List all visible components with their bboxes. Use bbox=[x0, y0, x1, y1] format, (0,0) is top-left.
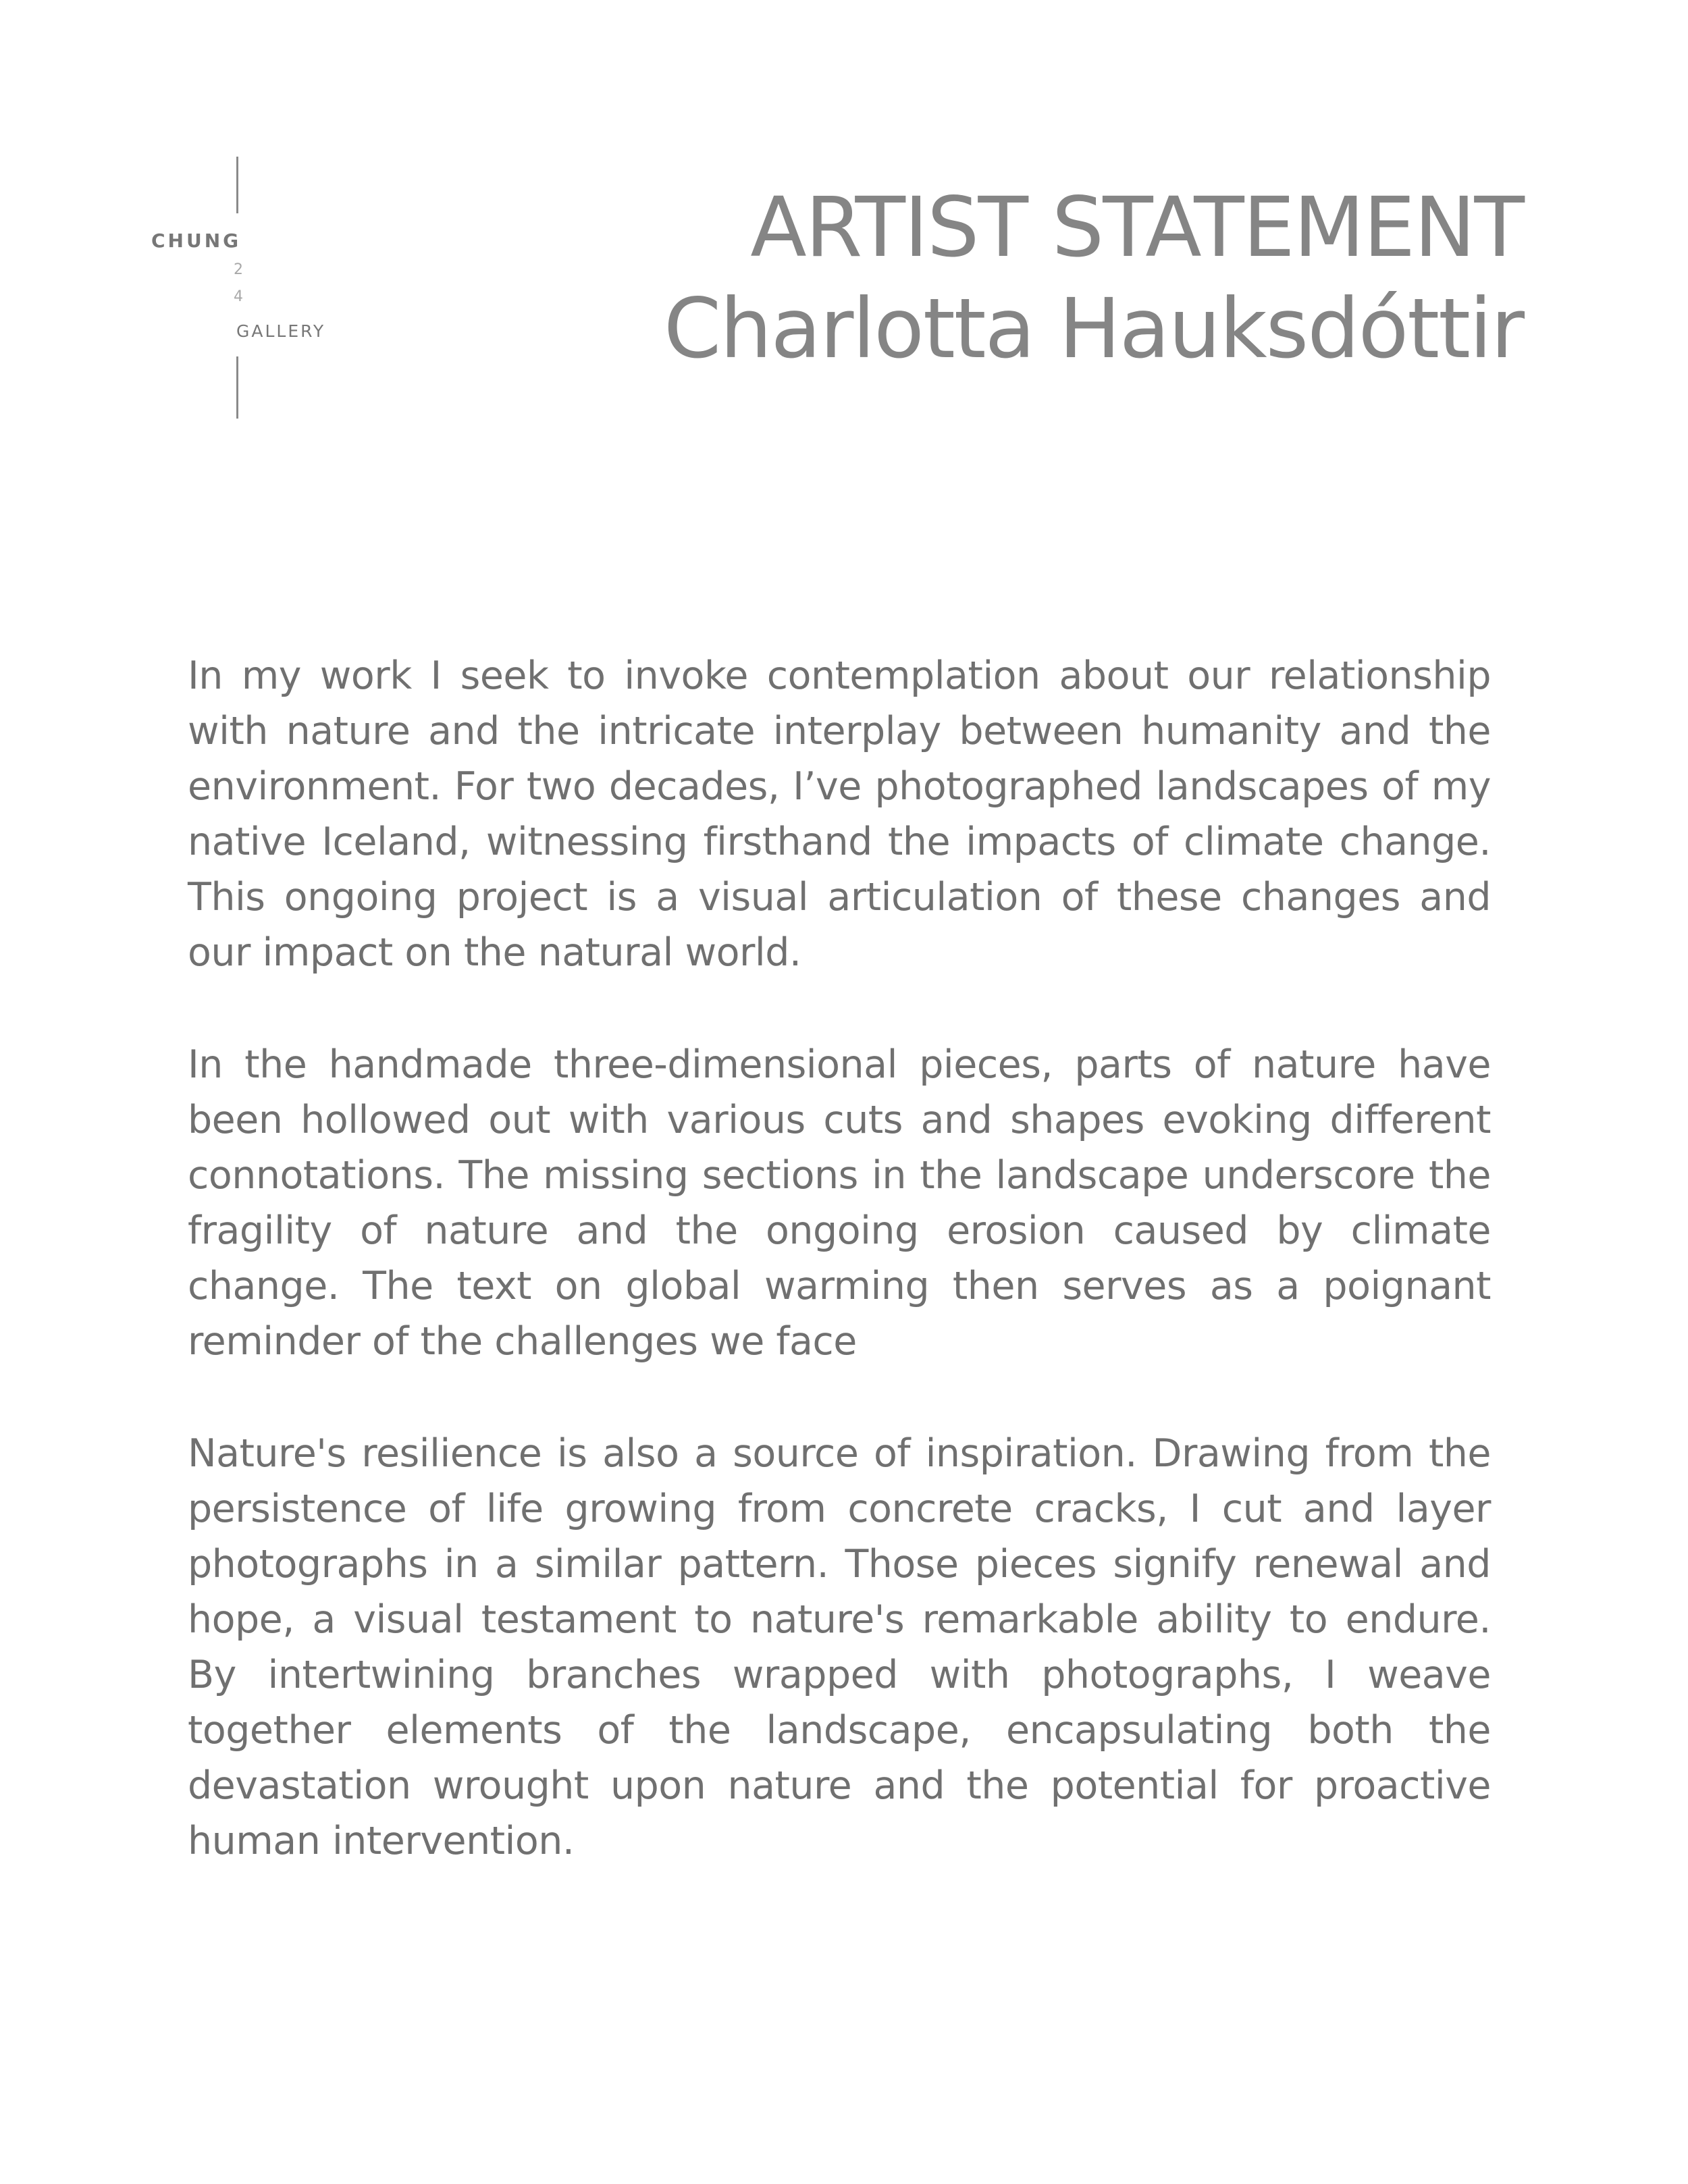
artist-name: Charlotta Hauksdóttir bbox=[663, 281, 1523, 377]
page-title: ARTIST STATEMENT bbox=[750, 180, 1523, 275]
logo-rule-bottom bbox=[236, 356, 238, 419]
statement-paragraph-3: Nature's resilience is also a source of inspiration. Drawing from the persistence of life growing from concrete cracks, I cut and layer photographs in a similar pattern. Those pieces signify renewal and hope, a visual testament to nature's remarkable ability to endure. By intertwining branches wrapped with photographs, I weave together elements of the landscape, encapsulating both the devastation wrought upon nature and the potential for proactive human intervention. bbox=[188, 1431, 1491, 1863]
logo-word-chung: CHUNG bbox=[151, 230, 242, 252]
logo-rule-top bbox=[236, 157, 238, 213]
statement-body bbox=[188, 648, 1491, 1925]
gallery-logo bbox=[149, 157, 338, 427]
logo-digit-4: 4 bbox=[234, 288, 243, 305]
logo-word-gallery: GALLERY bbox=[236, 321, 326, 341]
statement-paragraph-2: In the handmade three-dimensional pieces, parts of nature have been hollowed out with various cuts and shapes evoking different connotations. The missing sections in the landscape underscore the fragility of nature and the ongoing erosion caused by climate change. The text on global warming then serves as a poignant reminder of the challenges we face bbox=[188, 1042, 1491, 1364]
logo-digit-2: 2 bbox=[234, 261, 243, 278]
statement-paragraph-1: In my work I seek to invoke contemplation about our relationship with nature and the intricate interplay between humanity and the environment. For two decades, I’ve photographed landscapes of my native Iceland, witnessing firsthand the impacts of climate change. This ongoing project is a visual articulation of these changes and our impact on the natural world. bbox=[188, 654, 1491, 975]
document-header bbox=[664, 177, 1523, 379]
